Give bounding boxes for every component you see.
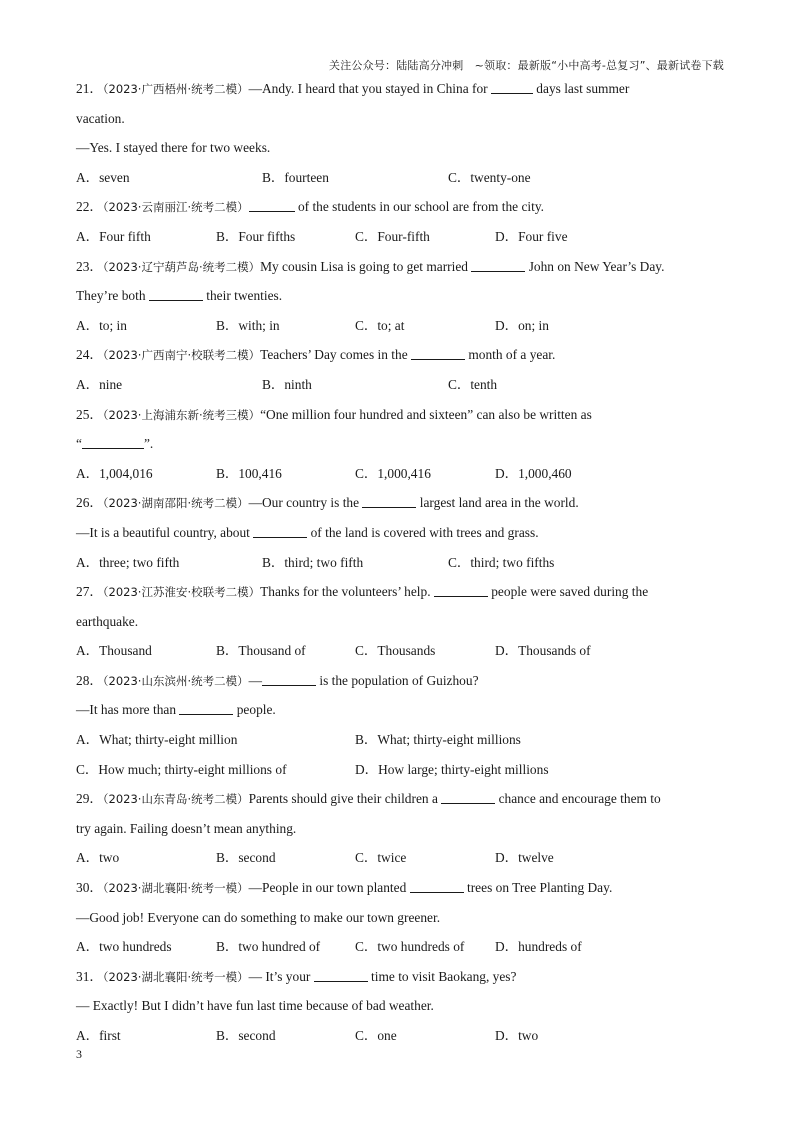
question-text: chance and encourage them to xyxy=(495,791,661,807)
question-number: 24． xyxy=(76,347,103,363)
option-label: D． xyxy=(495,1028,519,1043)
question-item xyxy=(76,577,726,666)
question-number: 29． xyxy=(76,791,103,807)
question-source: （2023·湖南邵阳·统考二模） xyxy=(102,496,249,511)
answer-blank xyxy=(253,524,307,538)
question-text: Teachers’ Day comes in the xyxy=(260,347,411,363)
option-text: two hundred of xyxy=(238,939,321,955)
question-source: （2023·辽宁葫芦岛·统考二模） xyxy=(102,259,261,274)
option-label: D． xyxy=(355,761,379,777)
answer-option[interactable] xyxy=(355,932,464,962)
question-item xyxy=(76,252,726,341)
answer-blank xyxy=(410,879,464,893)
answer-option[interactable] xyxy=(262,370,312,400)
option-text: Thousands of xyxy=(518,643,591,659)
option-label: B． xyxy=(262,554,285,570)
option-text: nine xyxy=(99,376,123,392)
question-text: —Andy. I heard that you stayed in China for xyxy=(248,81,491,96)
question-source: （2023·广西南宁·校联考二模） xyxy=(102,348,261,363)
option-label: C． xyxy=(76,761,99,777)
options-row xyxy=(76,843,726,873)
question-source: （2023·上海浦东新·统考三模） xyxy=(102,407,261,422)
option-label: C． xyxy=(355,1028,378,1043)
option-label: A． xyxy=(76,317,100,333)
answer-option[interactable] xyxy=(355,459,431,489)
option-text: How much; thirty-eight millions of xyxy=(98,761,287,777)
question-stem xyxy=(76,192,726,222)
option-label: D． xyxy=(495,850,519,866)
answer-option[interactable] xyxy=(262,548,363,578)
option-text: third; two fifths xyxy=(470,554,555,570)
option-label: A． xyxy=(76,228,100,244)
question-source: （2023·云南丽江·统考二模） xyxy=(102,200,249,215)
option-text: second xyxy=(238,1028,276,1043)
page-number: 3 xyxy=(76,1047,82,1061)
question-text: —People in our town planted xyxy=(248,880,410,896)
question-text: “One million four hundred and sixteen” can also be written as xyxy=(260,406,592,422)
answer-option[interactable] xyxy=(216,843,276,873)
option-text: twice xyxy=(377,850,407,866)
answer-option[interactable] xyxy=(76,843,119,873)
option-label: A． xyxy=(76,732,100,748)
option-text: Four fifths xyxy=(238,228,296,244)
option-text: first xyxy=(99,1028,121,1043)
option-label: B． xyxy=(355,732,378,748)
answer-option[interactable] xyxy=(262,163,329,193)
option-text: third; two fifth xyxy=(284,554,364,570)
question-text: their twenties. xyxy=(202,288,283,304)
question-item xyxy=(76,873,726,962)
answer-option[interactable] xyxy=(76,725,237,755)
question-text: days last summer xyxy=(532,81,630,96)
answer-option[interactable] xyxy=(216,636,306,666)
option-label: C． xyxy=(355,939,378,955)
answer-option[interactable] xyxy=(355,843,406,873)
option-text: Four-fifth xyxy=(377,228,430,244)
options-row xyxy=(76,222,726,252)
option-text: fourteen xyxy=(284,169,329,185)
option-text: two hundreds xyxy=(99,939,172,955)
answer-option[interactable] xyxy=(355,311,404,341)
question-stem xyxy=(76,74,726,104)
answer-blank xyxy=(179,701,233,715)
answer-blank xyxy=(314,968,368,982)
question-stem-continued xyxy=(76,991,726,1021)
option-label: C． xyxy=(355,643,378,659)
question-stem-continued xyxy=(76,814,726,844)
answer-option[interactable] xyxy=(76,1021,121,1051)
option-label: C． xyxy=(448,169,471,185)
option-label: A． xyxy=(76,1028,100,1043)
question-item xyxy=(76,74,726,192)
answer-option[interactable] xyxy=(76,636,152,666)
option-label: B． xyxy=(216,465,239,481)
question-number: 25． xyxy=(76,406,103,422)
option-label: B． xyxy=(216,643,239,659)
question-source: （2023·山东滨州·统考二模） xyxy=(102,673,249,688)
question-stem xyxy=(76,488,726,518)
question-text: ”. xyxy=(143,436,154,452)
question-item xyxy=(76,666,726,784)
question-number: 31． xyxy=(76,968,103,984)
question-text: They’re both xyxy=(76,288,149,304)
answer-option[interactable] xyxy=(495,1021,538,1051)
answer-option[interactable] xyxy=(76,370,122,400)
answer-option[interactable] xyxy=(495,222,568,252)
question-stem xyxy=(76,962,726,992)
question-stem-continued xyxy=(76,281,726,311)
option-text: on; in xyxy=(518,317,549,333)
answer-blank xyxy=(491,80,533,94)
options-row xyxy=(76,459,726,489)
question-number: 21． xyxy=(76,81,103,96)
question-stem xyxy=(76,873,726,903)
options-row xyxy=(76,163,726,193)
option-label: D． xyxy=(495,317,519,333)
question-item xyxy=(76,962,726,1051)
option-label: B． xyxy=(216,850,239,866)
question-source: （2023·湖北襄阳·统考一模） xyxy=(102,969,249,984)
option-label: B． xyxy=(262,169,285,185)
answer-blank xyxy=(249,198,295,212)
answer-option[interactable] xyxy=(448,370,497,400)
question-text: —Yes. I stayed there for two weeks. xyxy=(76,140,271,156)
answer-blank xyxy=(441,790,495,804)
option-text: to; in xyxy=(99,317,127,333)
question-source: （2023·山东青岛·统考二模） xyxy=(102,792,249,807)
question-text: My cousin Lisa is going to get married xyxy=(260,258,472,274)
question-text: —It has more than xyxy=(76,702,180,718)
answer-option[interactable] xyxy=(76,222,151,252)
options-row xyxy=(76,932,726,962)
option-text: How large; thirty-eight millions xyxy=(378,761,549,777)
question-stem-continued xyxy=(76,104,726,134)
option-text: Thousand of xyxy=(238,643,306,659)
question-text: time to visit Baokang, yes? xyxy=(367,968,517,984)
option-label: A． xyxy=(76,939,100,955)
question-text: is the population of Guizhou? xyxy=(316,672,479,688)
option-text: ninth xyxy=(284,376,312,392)
answer-option[interactable] xyxy=(448,548,554,578)
answer-option[interactable] xyxy=(495,459,572,489)
option-text: seven xyxy=(99,169,130,185)
option-text: Four fifth xyxy=(99,228,151,244)
question-source: （2023·湖北襄阳·统考一模） xyxy=(102,881,249,896)
option-text: twenty-one xyxy=(470,169,531,185)
option-text: with; in xyxy=(238,317,280,333)
answer-blank xyxy=(411,346,465,360)
option-text: hundreds of xyxy=(518,939,582,955)
question-stem xyxy=(76,400,726,430)
question-stem-continued xyxy=(76,429,726,459)
question-text: of the students in our school are from the city. xyxy=(294,199,545,215)
answer-option[interactable] xyxy=(216,1021,276,1051)
question-number: 30． xyxy=(76,880,103,896)
option-label: A． xyxy=(76,376,100,392)
question-item xyxy=(76,784,726,873)
question-number: 22． xyxy=(76,199,103,215)
answer-option[interactable] xyxy=(355,1021,397,1051)
question-text: largest land area in the world. xyxy=(416,495,579,511)
option-label: B． xyxy=(262,376,285,392)
question-text: Parents should give their children a xyxy=(248,791,442,807)
question-number: 23． xyxy=(76,258,103,274)
question-source: （2023·江苏淮安·校联考二模） xyxy=(102,585,261,600)
option-label: A． xyxy=(76,643,100,659)
options-row xyxy=(76,636,726,666)
question-stem xyxy=(76,340,726,370)
option-text: 1,000,416 xyxy=(377,465,431,481)
question-number: 26． xyxy=(76,495,103,511)
option-text: to; at xyxy=(377,317,405,333)
answer-option[interactable] xyxy=(216,932,320,962)
option-text: tenth xyxy=(470,376,498,392)
question-text: Thanks for the volunteers’ help. xyxy=(260,584,434,600)
option-label: A． xyxy=(76,169,100,185)
answer-option[interactable] xyxy=(355,755,549,785)
option-text: twelve xyxy=(518,850,554,866)
option-text: one xyxy=(377,1028,397,1043)
answer-blank xyxy=(471,258,525,272)
question-stem xyxy=(76,784,726,814)
question-text: — xyxy=(248,672,262,688)
option-label: D． xyxy=(495,939,519,955)
option-text: two xyxy=(99,850,120,866)
option-label: B． xyxy=(216,317,239,333)
answer-option[interactable] xyxy=(216,311,280,341)
options-row xyxy=(76,370,726,400)
option-label: C． xyxy=(355,850,378,866)
question-number: 27． xyxy=(76,584,103,600)
answer-option[interactable] xyxy=(448,163,531,193)
option-label: C． xyxy=(448,376,471,392)
option-text: Four five xyxy=(518,228,568,244)
option-text: second xyxy=(238,850,276,866)
option-label: A． xyxy=(76,465,100,481)
options-row xyxy=(76,1021,726,1051)
answer-blank xyxy=(262,672,316,686)
question-text: “ xyxy=(76,436,82,452)
options-row xyxy=(76,311,726,341)
answer-option[interactable] xyxy=(76,548,179,578)
options-row xyxy=(76,548,726,578)
question-item xyxy=(76,400,726,489)
option-label: B． xyxy=(216,228,239,244)
question-stem-continued xyxy=(76,133,726,163)
answer-option[interactable] xyxy=(76,311,127,341)
option-label: D． xyxy=(495,228,519,244)
option-label: D． xyxy=(495,643,519,659)
option-label: A． xyxy=(76,850,100,866)
answer-blank xyxy=(149,287,203,301)
option-text: 100,416 xyxy=(238,465,282,481)
option-text: What; thirty-eight million xyxy=(99,732,238,748)
question-number: 28． xyxy=(76,672,103,688)
answer-option[interactable] xyxy=(76,932,172,962)
question-item xyxy=(76,488,726,577)
question-text: —It is a beautiful country, about xyxy=(76,524,254,540)
option-text: Thousands xyxy=(377,643,436,659)
option-text: three; two fifth xyxy=(99,554,180,570)
answer-option[interactable] xyxy=(355,725,521,755)
options-row xyxy=(76,755,726,785)
question-text: earthquake. xyxy=(76,613,139,629)
question-text: people. xyxy=(233,702,276,718)
option-label: B． xyxy=(216,939,239,955)
option-label: C． xyxy=(355,228,378,244)
option-text: two xyxy=(518,1028,539,1043)
option-label: C． xyxy=(355,317,378,333)
answer-option[interactable] xyxy=(216,459,282,489)
question-text: —Good job! Everyone can do something to make our town greener. xyxy=(76,909,441,925)
question-stem-continued xyxy=(76,695,726,725)
option-text: 1,000,460 xyxy=(518,465,572,481)
question-text: of the land is covered with trees and grass. xyxy=(307,524,539,540)
question-stem-continued xyxy=(76,903,726,933)
answer-option[interactable] xyxy=(216,222,295,252)
answer-option[interactable] xyxy=(355,222,430,252)
question-text: — It’s your xyxy=(248,968,314,984)
option-text: What; thirty-eight millions xyxy=(377,732,521,748)
option-text: two hundreds of xyxy=(377,939,465,955)
question-text: trees on Tree Planting Day. xyxy=(463,880,613,896)
question-stem xyxy=(76,666,726,696)
question-text: John on New Year’s Day. xyxy=(525,258,665,274)
question-item xyxy=(76,192,726,251)
question-item xyxy=(76,340,726,399)
question-list xyxy=(76,74,726,1051)
answer-blank xyxy=(82,435,144,449)
page-header: 关注公众号：陆陆高分冲刺 ~领取：最新版“小中高考-总复习”、最新试卷下载 xyxy=(329,59,724,72)
question-stem-continued xyxy=(76,607,726,637)
question-text: —Our country is the xyxy=(248,495,363,511)
question-text: month of a year. xyxy=(465,347,556,363)
options-row xyxy=(76,725,726,755)
question-text: — Exactly! But I didn’t have fun last time because of bad weather. xyxy=(76,998,434,1014)
answer-option[interactable] xyxy=(495,843,554,873)
option-label: D． xyxy=(495,465,519,481)
answer-option[interactable] xyxy=(355,636,435,666)
answer-option[interactable] xyxy=(76,459,153,489)
answer-blank xyxy=(362,494,416,508)
question-text: people were saved during the xyxy=(487,584,649,600)
option-label: C． xyxy=(355,465,378,481)
answer-option[interactable] xyxy=(495,311,549,341)
option-text: 1,004,016 xyxy=(99,465,153,481)
question-source: （2023·广西梧州·统考二模） xyxy=(102,82,249,96)
question-text: try again. Failing doesn’t mean anything. xyxy=(76,820,297,836)
option-text: Thousand xyxy=(99,643,152,659)
option-label: A． xyxy=(76,554,100,570)
question-stem xyxy=(76,252,726,282)
answer-blank xyxy=(434,583,488,597)
answer-option[interactable] xyxy=(76,755,287,785)
answer-option[interactable] xyxy=(495,932,582,962)
option-label: B． xyxy=(216,1028,239,1043)
question-stem-continued xyxy=(76,518,726,548)
option-label: C． xyxy=(448,554,471,570)
answer-option[interactable] xyxy=(495,636,591,666)
question-text: vacation. xyxy=(76,110,125,126)
answer-option[interactable] xyxy=(76,163,130,193)
question-stem xyxy=(76,577,726,607)
